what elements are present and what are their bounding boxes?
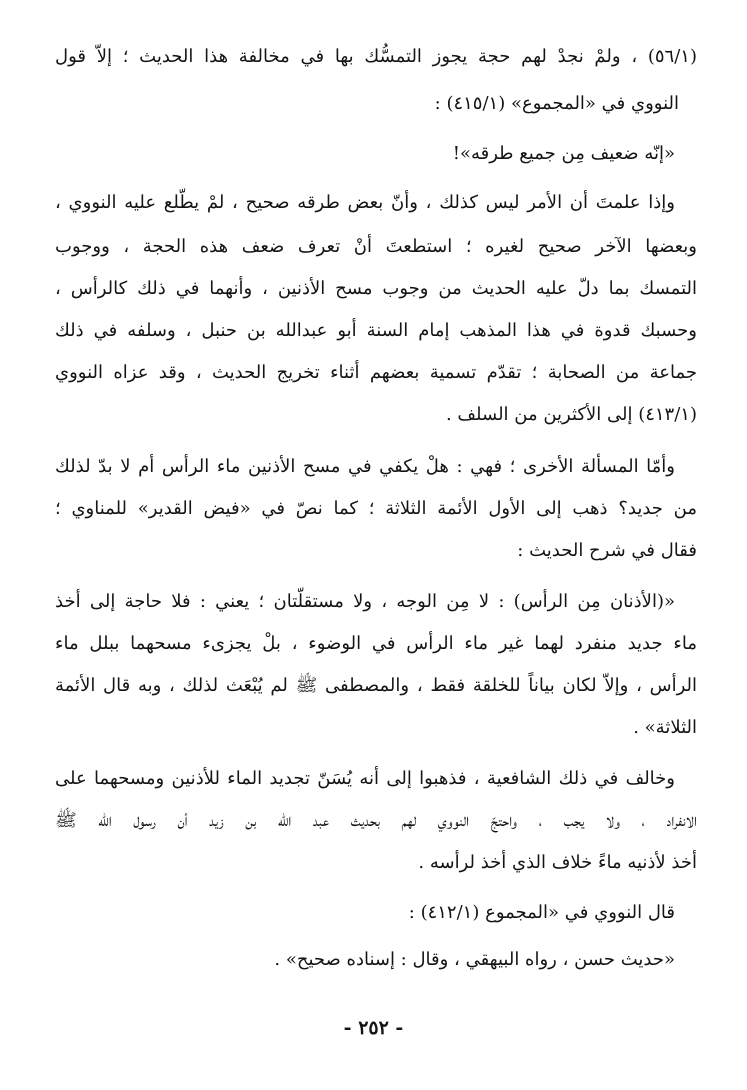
paragraph-1-line-1: (٥٦/١) ، ولمْ نجدْ لهم حجة يجوز التمسُّك بها في مخالفة هذا الحديث ؛ إلاّ قول: [55, 46, 697, 67]
paragraph-1-line-2: النووي في «المجموع» (٤١٥/١) :: [434, 93, 679, 114]
paragraph-4-line-1: وأمّا المسألة الأخرى ؛ فهي : هلْ يكفي في مسح الأذنين ماء الرأس أم لا بدّ لذلك: [55, 456, 675, 477]
paragraph-3-line-5: جماعة من الصحابة ؛ تقدّم تسمية بعضهم أثناء تخريج الحديث ، وقد عزاه النووي: [55, 362, 697, 383]
quote-line-2: ماء جديد منفرد لهما غير ماء الرأس في الوضوء ، بلْ يجزىء مسحهما ببلل ماء: [55, 633, 697, 654]
paragraph-3-line-3: التمسك بما دلّ عليه الحديث من وجوب مسح الأذنين ، وأنهما في ذلك كالرأس ،: [55, 278, 697, 299]
paragraph-3-line-6: (٤١٣/١) إلى الأكثرين من السلف .: [445, 404, 697, 425]
paragraph-4-line-2: من جديد؟ ذهب إلى الأول الأئمة الثلاثة ؛ كما نصّ في «فيض القدير» للمناوي ؛: [55, 498, 697, 519]
paragraph-3-line-1: وإذا علمتَ أن الأمر ليس كذلك ، وأنّ بعض طرقه صحيح ، لمْ يطّلع عليه النووي ،: [55, 192, 675, 213]
paragraph-4-line-3: فقال في شرح الحديث :: [517, 540, 697, 561]
paragraph-6-line-1: وخالف في ذلك الشافعية ، فذهبوا إلى أنه يُسَنّ تجديد الماء للأذنين ومسحهما على: [55, 768, 675, 789]
paragraph-6-line-3: أخذ لأذنيه ماءً خلاف الذي أخذ لرأسه .: [418, 852, 697, 873]
paragraph-3-line-2: وبعضها الآخر صحيح لغيره ؛ استطعتَ أنْ تعرف ضعف هذه الحجة ، ووجوب: [55, 236, 697, 257]
quote-line-1: «(الأذنان مِن الرأس) : لا مِن الوجه ، ولا مستقلّتان ؛ يعني : فلا حاجة إلى أخذ: [55, 591, 675, 612]
page-number: - ٢٥٢ -: [343, 1017, 404, 1039]
quote-line-4: الثلاثة» .: [633, 717, 697, 738]
paragraph-3-line-4: وحسبك قدوة في هذا المذهب إمام السنة أبو عبدالله بن حنبل ، وسلفه في ذلك: [55, 320, 697, 341]
quote-line-3: الرأس ، وإلاّ لكان بياناً للخلقة فقط ، والمصطفى ﷺ لم يُبْعَث لذلك ، وبه قال الأئمة: [55, 675, 697, 696]
quote-weak-hadith: «إنّه ضعيف مِن جميع طرقه»!: [452, 143, 675, 164]
paragraph-7-line-1: قال النووي في «المجموع (٤١٢/١) :: [408, 902, 675, 923]
paragraph-6-line-2: الانفراد ، ولا يجب ، واحتجّ النووي لهم بحديث عبد الله بن زيد أن رسول الله ﷺ: [55, 810, 697, 831]
quote-hasan-hadith: «حديث حسن ، رواه البيهقي ، وقال : إسناده صحيح» .: [274, 949, 675, 970]
